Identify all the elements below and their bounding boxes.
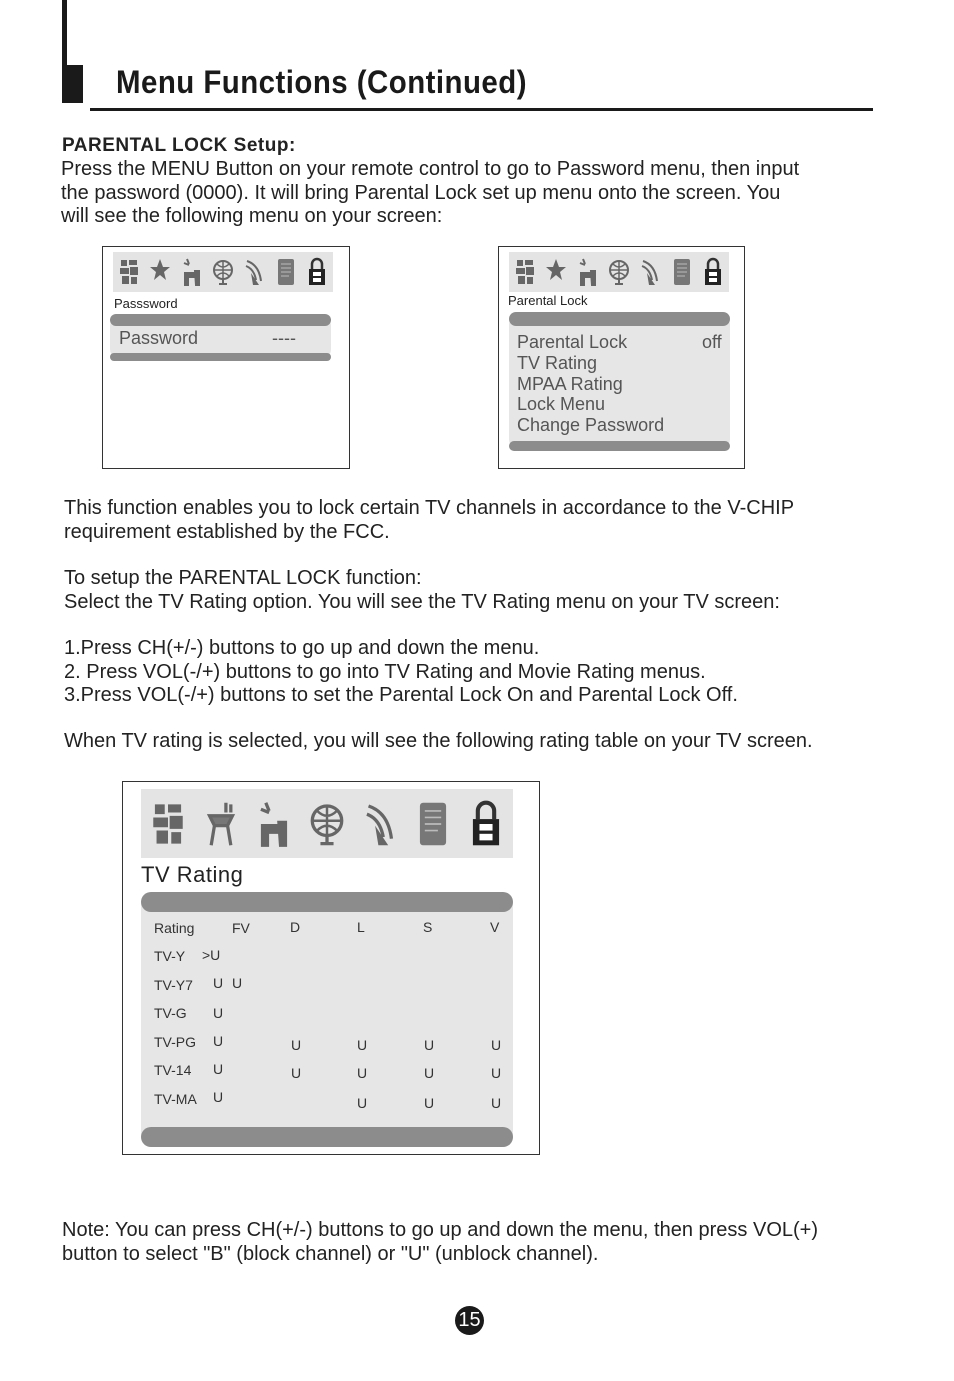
header-d: D xyxy=(290,919,301,935)
cell-tv-ma-v[interactable]: U xyxy=(491,1095,502,1111)
vchip-paragraph xyxy=(64,497,794,544)
sound-icon xyxy=(149,257,171,287)
note-paragraph xyxy=(62,1219,818,1266)
cell-tv-14-age[interactable]: U xyxy=(213,1061,224,1077)
satellite-icon xyxy=(362,797,398,851)
step-item: 1.Press CH(+/-) buttons to go up and down the menu. xyxy=(64,637,540,659)
menu-item-parental-lock[interactable]: Parental Lock xyxy=(517,332,628,352)
header-v: V xyxy=(490,919,500,935)
panel-top-bar xyxy=(509,312,730,326)
guide-icon xyxy=(415,797,451,851)
cell-tv-ma-age[interactable]: U xyxy=(213,1089,224,1105)
tv-rating-screen xyxy=(122,781,540,1155)
cell-tv-ma-l[interactable]: U xyxy=(357,1095,368,1111)
parental-lock-screen xyxy=(498,246,745,469)
header-block xyxy=(62,65,83,103)
row-label-tv-g: TV-G xyxy=(154,1005,187,1021)
cell-tv-pg-d[interactable]: U xyxy=(291,1037,302,1053)
cell-tv-ma-s[interactable]: U xyxy=(424,1095,435,1111)
setup-paragraph xyxy=(64,567,780,614)
panel-bottom-bar xyxy=(141,1127,513,1147)
parental-lock-value[interactable]: off xyxy=(702,332,722,352)
password-screen-label: Passsword xyxy=(114,296,178,311)
parental-menu-panel xyxy=(509,312,730,451)
function-icon xyxy=(256,797,292,851)
cell-tv-y7-age[interactable]: U xyxy=(213,975,224,991)
intro-line: will see the following menu on your screen: xyxy=(61,205,443,227)
function-icon xyxy=(181,257,203,287)
text-line: requirement established by the FCC. xyxy=(64,520,390,543)
cell-tv-pg-l[interactable]: U xyxy=(357,1037,368,1053)
parental-screen-label: Parental Lock xyxy=(508,293,588,308)
page-title: Menu Functions (Continued) xyxy=(116,64,527,100)
cell-tv-14-l[interactable]: U xyxy=(357,1065,368,1081)
panel-top-bar xyxy=(141,892,513,912)
menu-icon-strip xyxy=(113,252,333,292)
guide-icon xyxy=(671,257,693,287)
globe-icon xyxy=(309,797,345,851)
sound-icon xyxy=(203,797,239,851)
row-label-tv-y7: TV-Y7 xyxy=(154,977,193,993)
menu-item-change-password[interactable]: Change Password xyxy=(517,415,665,435)
row-label-tv-pg: TV-PG xyxy=(154,1034,197,1050)
tv-rating-title: TV Rating xyxy=(141,862,244,887)
intro-line: the password (0000). It will bring Parental Lock set up menu onto the screen. You xyxy=(61,181,781,204)
password-field-value[interactable]: ---- xyxy=(272,328,296,348)
steps-list xyxy=(64,637,738,708)
header-s: S xyxy=(423,919,433,935)
header-l: L xyxy=(357,919,365,935)
cell-tv-pg-v[interactable]: U xyxy=(491,1037,502,1053)
panel-bottom-bar xyxy=(110,353,331,361)
menu-item-lock-menu[interactable]: Lock Menu xyxy=(517,394,606,414)
picture-icon xyxy=(514,257,536,287)
row-label-tv-y: TV-Y xyxy=(154,948,186,964)
satellite-icon xyxy=(639,257,661,287)
menu-icon-strip xyxy=(141,789,513,858)
cell-tv-y-age[interactable]: >U xyxy=(202,947,221,963)
menu-icon-strip xyxy=(509,252,729,292)
satellite-icon xyxy=(243,257,265,287)
title-rule xyxy=(90,108,873,111)
note-line: Note: You can press CH(+/-) buttons to go up and down the menu, then press VOL(+) xyxy=(62,1219,818,1241)
step-item: 2. Press VOL(-/+) buttons to go into TV Rating and Movie Rating menus. xyxy=(64,660,706,683)
password-field-label: Password xyxy=(119,328,199,348)
cell-tv-g-age[interactable]: U xyxy=(213,1005,224,1021)
text-line: To setup the PARENTAL LOCK function: xyxy=(64,567,422,589)
picture-icon xyxy=(118,257,140,287)
cell-tv-pg-s[interactable]: U xyxy=(424,1037,435,1053)
cell-tv-y7-fv[interactable]: U xyxy=(232,975,243,991)
rating-table-panel xyxy=(141,892,513,1147)
note-line: button to select "B" (block channel) or "U" (unblock channel). xyxy=(62,1242,599,1265)
row-label-tv-ma: TV-MA xyxy=(154,1091,197,1107)
menu-item-mpaa-rating[interactable]: MPAA Rating xyxy=(517,374,623,394)
header-rating: Rating xyxy=(154,920,195,936)
cell-tv-14-s[interactable]: U xyxy=(424,1065,435,1081)
lock-icon xyxy=(702,257,724,287)
password-screen xyxy=(102,246,350,469)
panel-top-bar xyxy=(110,314,331,326)
intro-paragraph xyxy=(61,158,799,229)
lock-icon xyxy=(468,797,504,851)
function-icon xyxy=(577,257,599,287)
password-panel xyxy=(110,314,331,361)
text-line: Select the TV Rating option. You will see the TV Rating menu on your TV screen: xyxy=(64,590,780,613)
row-label-tv-14: TV-14 xyxy=(154,1062,192,1078)
cell-tv-14-d[interactable]: U xyxy=(291,1065,302,1081)
globe-icon xyxy=(212,257,234,287)
page-number: 15 xyxy=(455,1306,484,1335)
intro-line: Press the MENU Button on your remote control to go to Password menu, then input xyxy=(61,158,800,180)
section-heading: PARENTAL LOCK Setup: xyxy=(62,135,296,156)
cell-tv-14-v[interactable]: U xyxy=(491,1065,502,1081)
picture-icon xyxy=(150,797,186,851)
cell-tv-pg-age[interactable]: U xyxy=(213,1033,224,1049)
menu-item-tv-rating[interactable]: TV Rating xyxy=(517,353,598,373)
guide-icon xyxy=(275,257,297,287)
step-item: 3.Press VOL(-/+) buttons to set the Parental Lock On and Parental Lock Off. xyxy=(64,684,738,706)
sound-icon xyxy=(545,257,567,287)
header-fv: FV xyxy=(232,920,250,936)
text-line: This function enables you to lock certain TV channels in accordance to the V-CHIP xyxy=(64,497,795,519)
lock-icon xyxy=(306,257,328,287)
globe-icon xyxy=(608,257,630,287)
panel-bottom-bar xyxy=(509,441,730,451)
rating-intro: When TV rating is selected, you will see the following rating table on your TV screen. xyxy=(64,730,813,752)
